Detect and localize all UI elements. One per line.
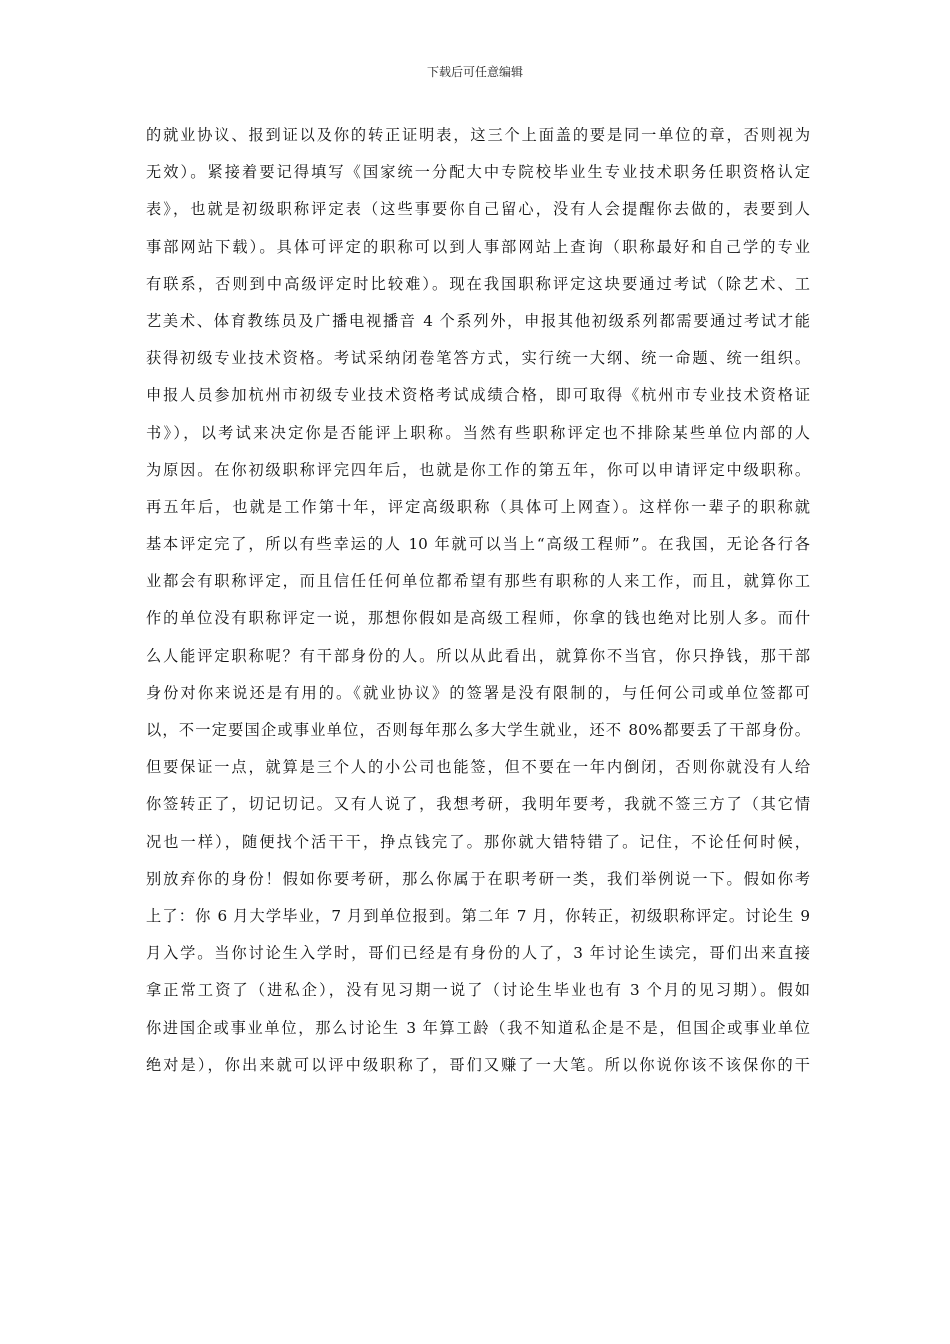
body-line: 业都会有职称评定，而且信任任何单位都希望有那些有职称的人来工作，而且，就算你工 (146, 572, 810, 591)
body-line: 表》，也就是初级职称评定表（这些事要你自己留心，没有人会提醒你去做的，表要到人 (146, 200, 810, 219)
body-line: 月入学。当你讨论生入学时，哥们已经是有身份的人了，3 年讨论生读完，哥们出来直接 (146, 944, 810, 963)
body-line: 申报人员参加杭州市初级专业技术资格考试成绩合格，即可取得《杭州市专业技术资格证 (146, 386, 810, 405)
body-line: 为原因。在你初级职称评完四年后，也就是你工作的第五年，你可以申请评定中级职称。 (146, 460, 810, 479)
body-line: 的就业协议、报到证以及你的转正证明表，这三个上面盖的要是同一单位的章，否则视为 (146, 126, 810, 144)
body-line: 事部网站下载）。具体可评定的职称可以到人事部网站上查询（职称最好和自己学的专业 (146, 237, 810, 256)
body-line: 上了：你 6 月大学毕业，7 月到单位报到。第二年 7 月，你转正，初级职称评定。讨论生 9 (146, 906, 810, 925)
body-line: 你签转正了，切记切记。又有人说了，我想考研，我明年要考，我就不签三方了（其它情 (146, 795, 810, 814)
body-line: 获得初级专业技术资格。考试采纳闭卷笔答方式，实行统一大纲、统一命题、统一组织。 (146, 349, 810, 368)
body-line: 作的单位没有职称评定一说，那想你假如是高级工程师，你拿的钱也绝对比别人多。而什 (146, 609, 810, 628)
body-line: 身份对你来说还是有用的。《就业协议》的签署是没有限制的，与任何公司或单位签都可 (146, 683, 810, 702)
body-line: 再五年后，也就是工作第十年，评定高级职称（具体可上网查）。这样你一辈子的职称就 (146, 497, 810, 516)
body-line: 拿正常工资了（进私企），没有见习期一说了（讨论生毕业也有 3 个月的见习期）。假如 (146, 981, 810, 1000)
body-line: 况也一样），随便找个活干干，挣点钱完了。那你就大错特错了。记住，不论任何时候， (146, 832, 810, 851)
page-header: 下载后可任意编辑 (426, 65, 523, 79)
body-line: 无效）。紧接着要记得填写《国家统一分配大中专院校毕业生专业技术职务任职资格认定 (146, 163, 810, 182)
body-line: 书》），以考试来决定你是否能评上职称。当然有些职称评定也不排除某些单位内部的人 (146, 423, 810, 442)
body-line: 绝对是），你出来就可以评中级职称了，哥们又赚了一大笔。所以你说你该不该保你的干 (146, 1055, 810, 1074)
body-line: 以，不一定要国企或事业单位，否则每年那么多大学生就业，还不 80%都要丢了干部身份。 (146, 721, 810, 739)
body-line: 有联系，否则到中高级评定时比较难）。现在我国职称评定这块要通过考试（除艺术、工 (146, 274, 810, 293)
body-line: 别放弃你的身份！假如你要考研，那么你属于在职考研一类，我们举例说一下。假如你考 (146, 869, 810, 888)
body-line: 基本评定完了，所以有些幸运的人 10 年就可以当上“高级工程师”。在我国，无论各行各 (146, 535, 810, 554)
body-line: 么人能评定职称呢？有干部身份的人。所以从此看出，就算你不当官，你只挣钱，那干部 (146, 646, 810, 665)
body-line: 但要保证一点，就算是三个人的小公司也能签，但不要在一年内倒闭，否则你就没有人给 (146, 758, 810, 777)
body-line: 艺美术、体育教练员及广播电视播音 4 个系列外，申报其他初级系列都需要通过考试才能 (146, 311, 810, 330)
body-line: 你进国企或事业单位，那么讨论生 3 年算工龄（我不知道私企是不是，但国企或事业单位 (146, 1018, 810, 1037)
body-text (146, 117, 810, 1084)
